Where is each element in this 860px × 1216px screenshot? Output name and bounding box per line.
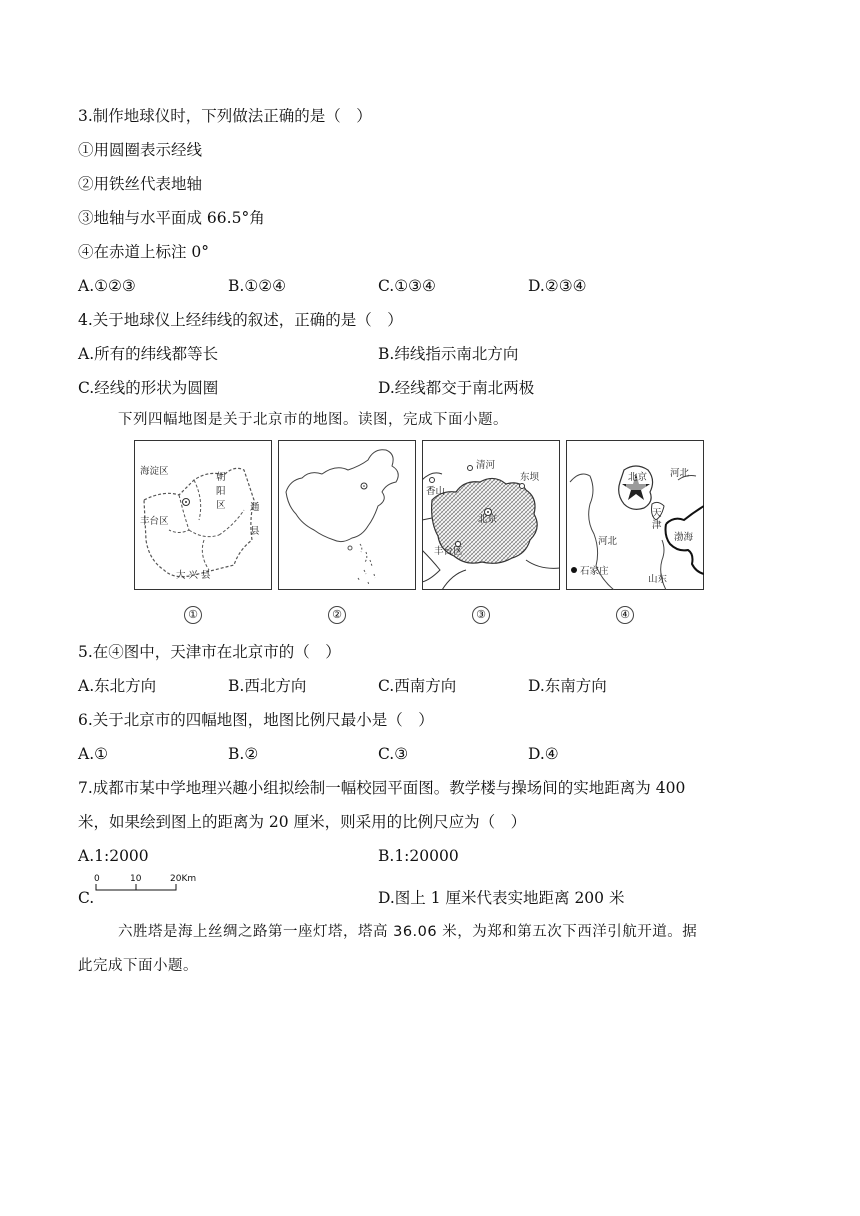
map-2-graphic bbox=[278, 440, 416, 590]
map1-label-xian: 县 bbox=[250, 526, 260, 537]
map1-label-qu: 区 bbox=[216, 500, 226, 511]
map-1 bbox=[134, 440, 272, 590]
map-2 bbox=[278, 440, 416, 590]
map-1-number: ① bbox=[183, 606, 203, 624]
q6-option-d: D.④ bbox=[528, 745, 559, 763]
q6-option-c: C.③ bbox=[378, 745, 409, 763]
q5-option-b: B.西北方向 bbox=[228, 677, 307, 695]
map1-label-fengtai: 丰台区 bbox=[140, 516, 169, 527]
q7-option-c: C. bbox=[78, 889, 95, 907]
q3-option-d: D.②③④ bbox=[528, 277, 587, 295]
scale-tick-0: 0 bbox=[94, 874, 100, 884]
q4-option-a: A.所有的纬线都等长 bbox=[78, 345, 219, 363]
q5-option-a: A.东北方向 bbox=[78, 677, 157, 695]
q3-option-b: B.①②④ bbox=[228, 277, 287, 295]
q3-item-3: ③地轴与水平面成 66.5°角 bbox=[78, 209, 265, 227]
map-3-number: ③ bbox=[471, 606, 491, 624]
map4-label-beijing: 北京 bbox=[628, 472, 648, 483]
scale-tick-10: 10 bbox=[130, 874, 142, 884]
map4-label-shandong: 山东 bbox=[648, 574, 668, 585]
map-3 bbox=[422, 440, 560, 590]
q7-stem-line-1: 7.成都市某中学地理兴趣小组拟绘制一幅校园平面图。教学楼与操场间的实地距离为 400 bbox=[78, 779, 686, 797]
map3-label-dongba: 东坝 bbox=[520, 472, 540, 483]
map4-label-jin: 津 bbox=[652, 520, 662, 531]
map4-label-tian: 天 bbox=[652, 508, 662, 519]
map-2-number: ② bbox=[327, 606, 347, 624]
map4-label-bohai: 渤海 bbox=[674, 532, 694, 543]
map1-label-chao: 朝 bbox=[216, 472, 226, 483]
q3-item-2: ②用铁丝代表地轴 bbox=[78, 175, 203, 193]
q4-option-b: B.纬线指示南北方向 bbox=[378, 345, 519, 363]
map3-label-fengtai: 丰台区 bbox=[434, 546, 463, 557]
map1-label-daxing: 大 兴 县 bbox=[176, 570, 211, 581]
maps-intro: 下列四幅地图是关于北京市的地图。读图，完成下面小题。 bbox=[118, 412, 508, 428]
scale-tick-20km: 20Km bbox=[170, 874, 197, 884]
q6-option-b: B.② bbox=[228, 745, 259, 763]
q7-scale-bar bbox=[94, 872, 204, 896]
q3-option-a: A.①②③ bbox=[78, 277, 136, 295]
beijing-maps-figure bbox=[128, 440, 732, 626]
q7-option-d: D.图上 1 厘米代表实地距离 200 米 bbox=[378, 889, 625, 907]
map-4 bbox=[566, 440, 704, 590]
map4-label-hebei-south: 河北 bbox=[598, 536, 618, 547]
map3-label-qinghe: 清河 bbox=[476, 460, 496, 471]
q7-stem-line-2: 米，如果绘到图上的距离为 20 厘米，则采用的比例尺应为（ ） bbox=[78, 813, 527, 831]
q3-stem: 3.制作地球仪时，下列做法正确的是（ ） bbox=[78, 107, 372, 125]
map-3-graphic bbox=[422, 440, 560, 590]
q4-option-d: D.经线都交于南北两极 bbox=[378, 379, 535, 397]
q5-option-c: C.西南方向 bbox=[378, 677, 457, 695]
map4-label-shijiazhuang: 石家庄 bbox=[580, 566, 609, 577]
q4-option-c: C.经线的形状为圆圈 bbox=[78, 379, 219, 397]
tower-intro-line-1: 六胜塔是海上丝绸之路第一座灯塔，塔高 36.06 米，为郑和第五次下西洋引航开道。据 bbox=[118, 924, 698, 940]
map1-label-haidian: 海淀区 bbox=[140, 466, 169, 477]
map-4-number: ④ bbox=[615, 606, 635, 624]
q3-item-1: ①用圆圈表示经线 bbox=[78, 141, 203, 159]
map3-label-xiangshan: 香山 bbox=[426, 486, 446, 497]
q7-option-b: B.1:20000 bbox=[378, 847, 459, 865]
q6-stem: 6.关于北京市的四幅地图，地图比例尺最小是（ ） bbox=[78, 711, 434, 729]
q7-option-a: A.1:2000 bbox=[78, 847, 149, 865]
map-4-graphic bbox=[566, 440, 704, 590]
map3-label-beijing: 北京 bbox=[478, 514, 498, 525]
tower-intro-line-2: 此完成下面小题。 bbox=[78, 958, 198, 974]
map1-label-yang: 阳 bbox=[216, 486, 226, 497]
map4-label-hebei-north: 河北 bbox=[670, 468, 690, 479]
q4-stem: 4.关于地球仪上经纬线的叙述，正确的是（ ） bbox=[78, 311, 403, 329]
map-1-graphic bbox=[134, 440, 272, 590]
q3-option-c: C.①③④ bbox=[378, 277, 436, 295]
q5-option-d: D.东南方向 bbox=[528, 677, 607, 695]
q5-stem: 5.在④图中，天津市在北京市的（ ） bbox=[78, 643, 341, 661]
map1-label-tong: 通 bbox=[250, 502, 260, 513]
q3-item-4: ④在赤道上标注 0° bbox=[78, 243, 210, 261]
q6-option-a: A.① bbox=[78, 745, 109, 763]
